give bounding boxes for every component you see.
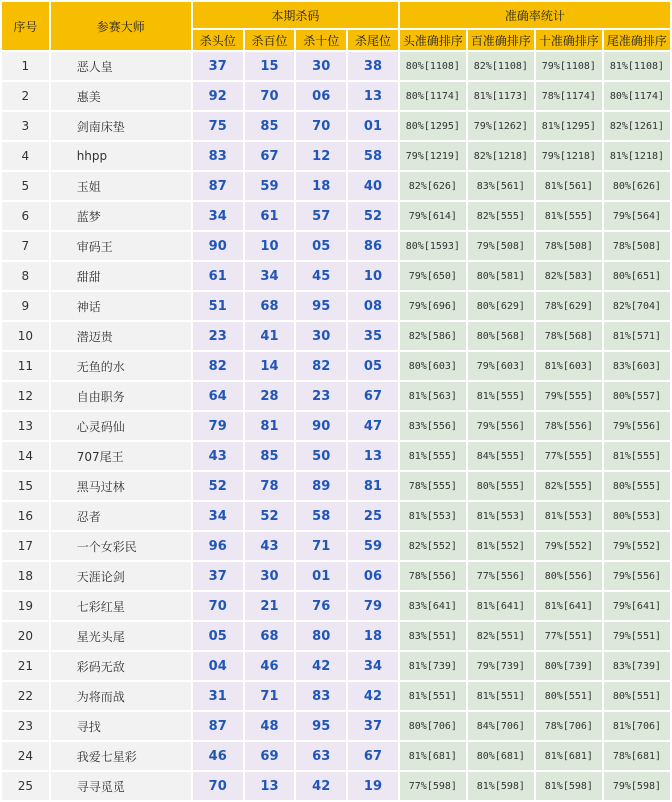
row-number: 21 — [2, 652, 49, 680]
accuracy-stat: 81%[563] — [400, 382, 466, 410]
kill-number: 58 — [296, 502, 346, 530]
kill-number: 85 — [245, 112, 295, 140]
accuracy-stat: 80%[1174] — [400, 82, 466, 110]
accuracy-stat: 82%[1261] — [604, 112, 670, 140]
kill-number: 79 — [348, 592, 398, 620]
accuracy-stat: 78%[629] — [536, 292, 602, 320]
row-number: 17 — [2, 532, 49, 560]
table-row — [2, 712, 670, 740]
kill-number: 95 — [296, 712, 346, 740]
kill-number: 51 — [193, 292, 243, 320]
kill-number: 82 — [296, 352, 346, 380]
kill-number: 59 — [245, 172, 295, 200]
accuracy-stat: 80%[1174] — [604, 82, 670, 110]
row-number: 23 — [2, 712, 49, 740]
row-number: 10 — [2, 322, 49, 350]
kill-number: 69 — [245, 742, 295, 770]
accuracy-stat: 80%[568] — [468, 322, 534, 350]
kill-number: 90 — [193, 232, 243, 260]
kill-number: 15 — [245, 52, 295, 80]
table-row — [2, 232, 670, 260]
kill-number: 38 — [348, 52, 398, 80]
row-number: 11 — [2, 352, 49, 380]
row-number: 7 — [2, 232, 49, 260]
kill-number: 64 — [193, 382, 243, 410]
table-row — [2, 682, 670, 710]
kill-number: 71 — [296, 532, 346, 560]
kill-number: 50 — [296, 442, 346, 470]
accuracy-stat: 79%[552] — [604, 532, 670, 560]
header-kill-col: 杀十位 — [296, 30, 346, 50]
kill-number: 58 — [348, 142, 398, 170]
kill-number: 04 — [193, 652, 243, 680]
kill-number: 68 — [245, 622, 295, 650]
accuracy-stat: 80%[555] — [468, 472, 534, 500]
master-name: 寻找 — [51, 712, 191, 740]
table-row — [2, 52, 670, 80]
kill-number: 68 — [245, 292, 295, 320]
kill-number: 79 — [193, 412, 243, 440]
kill-number: 30 — [296, 52, 346, 80]
kill-number: 23 — [193, 322, 243, 350]
master-name: 神话 — [51, 292, 191, 320]
master-name: 黑马过林 — [51, 472, 191, 500]
accuracy-stat: 80%[555] — [604, 472, 670, 500]
row-number: 24 — [2, 742, 49, 770]
accuracy-stat: 80%[551] — [536, 682, 602, 710]
row-number: 19 — [2, 592, 49, 620]
accuracy-stat: 81%[553] — [400, 502, 466, 530]
kill-number: 46 — [245, 652, 295, 680]
accuracy-stat: 78%[508] — [536, 232, 602, 260]
accuracy-stat: 81%[571] — [604, 322, 670, 350]
accuracy-stat: 81%[1218] — [604, 142, 670, 170]
accuracy-stat: 81%[555] — [536, 202, 602, 230]
row-number: 3 — [2, 112, 49, 140]
accuracy-stat: 79%[1219] — [400, 142, 466, 170]
accuracy-stat: 79%[556] — [468, 412, 534, 440]
table-row — [2, 772, 670, 800]
accuracy-stat: 83%[739] — [604, 652, 670, 680]
master-name: 彩码无敌 — [51, 652, 191, 680]
accuracy-stat: 80%[556] — [536, 562, 602, 590]
accuracy-stat: 77%[551] — [536, 622, 602, 650]
table-row — [2, 502, 670, 530]
accuracy-stat: 81%[641] — [468, 592, 534, 620]
row-number: 12 — [2, 382, 49, 410]
kill-number: 30 — [245, 562, 295, 590]
accuracy-stat: 81%[739] — [400, 652, 466, 680]
kill-number: 18 — [348, 622, 398, 650]
accuracy-stat: 81%[561] — [536, 172, 602, 200]
table-row — [2, 112, 670, 140]
kill-number: 59 — [348, 532, 398, 560]
kill-number: 61 — [193, 262, 243, 290]
kill-number: 67 — [348, 742, 398, 770]
kill-number: 12 — [296, 142, 346, 170]
kill-number: 13 — [348, 82, 398, 110]
kill-number: 42 — [348, 682, 398, 710]
kill-number: 81 — [348, 472, 398, 500]
header-master: 参赛大师 — [51, 2, 191, 50]
row-number: 14 — [2, 442, 49, 470]
accuracy-stat: 78%[681] — [604, 742, 670, 770]
accuracy-stat: 80%[651] — [604, 262, 670, 290]
master-name: 707尾王 — [51, 442, 191, 470]
header-kill-col: 杀头位 — [193, 30, 243, 50]
row-number: 16 — [2, 502, 49, 530]
kill-number: 52 — [193, 472, 243, 500]
kill-number: 01 — [296, 562, 346, 590]
table-row — [2, 622, 670, 650]
row-number: 25 — [2, 772, 49, 800]
accuracy-stat: 82%[1218] — [468, 142, 534, 170]
kill-number: 67 — [348, 382, 398, 410]
header-kill-group: 本期杀码 — [193, 2, 398, 28]
accuracy-stat: 83%[641] — [400, 592, 466, 620]
kill-number: 31 — [193, 682, 243, 710]
kill-number: 87 — [193, 712, 243, 740]
master-name: 惠美 — [51, 82, 191, 110]
accuracy-stat: 84%[706] — [468, 712, 534, 740]
accuracy-stat: 79%[598] — [604, 772, 670, 800]
table-row — [2, 142, 670, 170]
row-number: 8 — [2, 262, 49, 290]
accuracy-stat: 80%[603] — [400, 352, 466, 380]
accuracy-stat: 83%[556] — [400, 412, 466, 440]
kill-number: 71 — [245, 682, 295, 710]
accuracy-stat: 77%[598] — [400, 772, 466, 800]
header-acc-col: 头准确排序 — [400, 30, 466, 50]
header-acc-col: 尾准确排序 — [604, 30, 670, 50]
kill-number: 83 — [296, 682, 346, 710]
row-number: 18 — [2, 562, 49, 590]
kill-number: 48 — [245, 712, 295, 740]
kill-number: 90 — [296, 412, 346, 440]
kill-number: 37 — [193, 52, 243, 80]
accuracy-stat: 79%[1218] — [536, 142, 602, 170]
master-name: 星光头尾 — [51, 622, 191, 650]
row-number: 2 — [2, 82, 49, 110]
accuracy-stat: 78%[508] — [604, 232, 670, 260]
master-name: 潜迈贵 — [51, 322, 191, 350]
table-row — [2, 262, 670, 290]
accuracy-stat: 81%[553] — [468, 502, 534, 530]
kill-number: 67 — [245, 142, 295, 170]
kill-number: 34 — [348, 652, 398, 680]
master-name: 我爱七星彩 — [51, 742, 191, 770]
accuracy-stat: 81%[555] — [468, 382, 534, 410]
table-row — [2, 202, 670, 230]
accuracy-stat: 79%[564] — [604, 202, 670, 230]
table-row — [2, 472, 670, 500]
accuracy-stat: 81%[706] — [604, 712, 670, 740]
kill-number: 76 — [296, 592, 346, 620]
table-row — [2, 172, 670, 200]
kill-number: 75 — [193, 112, 243, 140]
kill-number: 14 — [245, 352, 295, 380]
accuracy-stat: 80%[706] — [400, 712, 466, 740]
accuracy-stat: 81%[555] — [604, 442, 670, 470]
row-number: 4 — [2, 142, 49, 170]
accuracy-stat: 80%[739] — [536, 652, 602, 680]
accuracy-stat: 79%[508] — [468, 232, 534, 260]
accuracy-stat: 80%[1295] — [400, 112, 466, 140]
row-number: 15 — [2, 472, 49, 500]
master-name: 七彩红星 — [51, 592, 191, 620]
table-row — [2, 412, 670, 440]
master-name: 忍者 — [51, 502, 191, 530]
master-name: 自由职务 — [51, 382, 191, 410]
kill-number: 82 — [193, 352, 243, 380]
kill-number: 85 — [245, 442, 295, 470]
table-row — [2, 742, 670, 770]
accuracy-stat: 81%[555] — [400, 442, 466, 470]
accuracy-stat: 81%[551] — [400, 682, 466, 710]
header-kill-col: 杀百位 — [245, 30, 295, 50]
accuracy-stat: 78%[1174] — [536, 82, 602, 110]
kill-number: 30 — [296, 322, 346, 350]
accuracy-stat: 79%[696] — [400, 292, 466, 320]
row-number: 1 — [2, 52, 49, 80]
kill-number: 28 — [245, 382, 295, 410]
header-acc-col: 十准确排序 — [536, 30, 602, 50]
table-row — [2, 352, 670, 380]
kill-number: 92 — [193, 82, 243, 110]
table-row — [2, 652, 670, 680]
accuracy-stat: 82%[555] — [468, 202, 534, 230]
master-name: 心灵码仙 — [51, 412, 191, 440]
kill-number: 57 — [296, 202, 346, 230]
accuracy-stat: 80%[1593] — [400, 232, 466, 260]
accuracy-stat: 80%[551] — [604, 682, 670, 710]
kill-number: 45 — [296, 262, 346, 290]
master-name: hhpp — [51, 142, 191, 170]
kill-number: 46 — [193, 742, 243, 770]
accuracy-stat: 82%[704] — [604, 292, 670, 320]
kill-number: 34 — [193, 502, 243, 530]
accuracy-stat: 80%[1108] — [400, 52, 466, 80]
master-name: 剑南床垫 — [51, 112, 191, 140]
accuracy-stat: 81%[553] — [536, 502, 602, 530]
kill-number: 01 — [348, 112, 398, 140]
accuracy-stat: 83%[603] — [604, 352, 670, 380]
kill-number: 96 — [193, 532, 243, 560]
table-row — [2, 322, 670, 350]
accuracy-stat: 80%[581] — [468, 262, 534, 290]
accuracy-stat: 78%[568] — [536, 322, 602, 350]
accuracy-stat: 83%[561] — [468, 172, 534, 200]
accuracy-stat: 80%[681] — [468, 742, 534, 770]
accuracy-stat: 81%[1173] — [468, 82, 534, 110]
accuracy-stat: 81%[552] — [468, 532, 534, 560]
kill-number: 35 — [348, 322, 398, 350]
accuracy-stat: 79%[1262] — [468, 112, 534, 140]
kill-number: 37 — [193, 562, 243, 590]
kill-number: 05 — [193, 622, 243, 650]
master-name: 为将而战 — [51, 682, 191, 710]
kill-number: 06 — [296, 82, 346, 110]
accuracy-stat: 81%[641] — [536, 592, 602, 620]
kill-number: 83 — [193, 142, 243, 170]
accuracy-stat: 82%[583] — [536, 262, 602, 290]
master-name: 审码王 — [51, 232, 191, 260]
kill-number: 42 — [296, 652, 346, 680]
kill-number: 81 — [245, 412, 295, 440]
kill-number: 25 — [348, 502, 398, 530]
kill-number: 43 — [193, 442, 243, 470]
accuracy-stat: 80%[629] — [468, 292, 534, 320]
header-no: 序号 — [2, 2, 49, 50]
accuracy-stat: 82%[1108] — [468, 52, 534, 80]
accuracy-stat: 77%[556] — [468, 562, 534, 590]
kill-number: 13 — [245, 772, 295, 800]
table-row — [2, 562, 670, 590]
accuracy-stat: 81%[598] — [536, 772, 602, 800]
row-number: 5 — [2, 172, 49, 200]
accuracy-stat: 81%[603] — [536, 352, 602, 380]
accuracy-stat: 82%[551] — [468, 622, 534, 650]
accuracy-stat: 81%[598] — [468, 772, 534, 800]
kill-number: 06 — [348, 562, 398, 590]
accuracy-stat: 79%[641] — [604, 592, 670, 620]
kill-number: 70 — [296, 112, 346, 140]
kill-number: 41 — [245, 322, 295, 350]
accuracy-stat: 81%[1295] — [536, 112, 602, 140]
master-name: 蓝梦 — [51, 202, 191, 230]
accuracy-stat: 79%[603] — [468, 352, 534, 380]
accuracy-stat: 81%[681] — [400, 742, 466, 770]
kill-number: 70 — [193, 592, 243, 620]
row-number: 13 — [2, 412, 49, 440]
kill-number: 52 — [348, 202, 398, 230]
kill-number: 43 — [245, 532, 295, 560]
accuracy-stat: 78%[556] — [536, 412, 602, 440]
kill-number: 42 — [296, 772, 346, 800]
row-number: 20 — [2, 622, 49, 650]
accuracy-stat: 78%[706] — [536, 712, 602, 740]
kill-number: 05 — [296, 232, 346, 260]
master-name: 寻寻觅觅 — [51, 772, 191, 800]
kill-number: 10 — [348, 262, 398, 290]
kill-number: 34 — [193, 202, 243, 230]
master-name: 玉姐 — [51, 172, 191, 200]
row-number: 6 — [2, 202, 49, 230]
kill-number: 63 — [296, 742, 346, 770]
kill-number: 23 — [296, 382, 346, 410]
table-row — [2, 592, 670, 620]
kill-number: 19 — [348, 772, 398, 800]
accuracy-stat: 82%[552] — [400, 532, 466, 560]
master-name: 一个女彩民 — [51, 532, 191, 560]
accuracy-stat: 79%[650] — [400, 262, 466, 290]
accuracy-stat: 78%[556] — [400, 562, 466, 590]
accuracy-stat: 79%[614] — [400, 202, 466, 230]
kill-number: 86 — [348, 232, 398, 260]
accuracy-stat: 79%[552] — [536, 532, 602, 560]
row-number: 22 — [2, 682, 49, 710]
kill-number: 13 — [348, 442, 398, 470]
kill-number: 47 — [348, 412, 398, 440]
kill-number: 89 — [296, 472, 346, 500]
header-kill-col: 杀尾位 — [348, 30, 398, 50]
kill-number: 80 — [296, 622, 346, 650]
kill-number: 52 — [245, 502, 295, 530]
table-row — [2, 532, 670, 560]
accuracy-stat: 79%[555] — [536, 382, 602, 410]
kill-number: 18 — [296, 172, 346, 200]
accuracy-stat: 81%[681] — [536, 742, 602, 770]
table-row — [2, 382, 670, 410]
accuracy-stat: 83%[551] — [400, 622, 466, 650]
kill-number: 87 — [193, 172, 243, 200]
accuracy-stat: 81%[1108] — [604, 52, 670, 80]
table-row — [2, 442, 670, 470]
row-number: 9 — [2, 292, 49, 320]
accuracy-stat: 82%[555] — [536, 472, 602, 500]
kill-number: 21 — [245, 592, 295, 620]
kill-number: 78 — [245, 472, 295, 500]
kill-number: 05 — [348, 352, 398, 380]
accuracy-stat: 78%[555] — [400, 472, 466, 500]
accuracy-stat: 82%[626] — [400, 172, 466, 200]
accuracy-stat: 79%[556] — [604, 562, 670, 590]
accuracy-stat: 79%[556] — [604, 412, 670, 440]
kill-number: 40 — [348, 172, 398, 200]
accuracy-stat: 80%[557] — [604, 382, 670, 410]
accuracy-stat: 77%[555] — [536, 442, 602, 470]
accuracy-stat: 81%[551] — [468, 682, 534, 710]
kill-number: 34 — [245, 262, 295, 290]
header-acc-group: 准确率统计 — [400, 2, 670, 28]
table-row — [2, 82, 670, 110]
master-name: 恶人皇 — [51, 52, 191, 80]
kill-number: 95 — [296, 292, 346, 320]
kill-number: 08 — [348, 292, 398, 320]
kill-number: 70 — [245, 82, 295, 110]
accuracy-stat: 79%[551] — [604, 622, 670, 650]
master-name: 甜甜 — [51, 262, 191, 290]
kill-number: 70 — [193, 772, 243, 800]
header-acc-col: 百准确排序 — [468, 30, 534, 50]
accuracy-stat: 79%[1108] — [536, 52, 602, 80]
accuracy-stat: 80%[626] — [604, 172, 670, 200]
accuracy-stat: 79%[739] — [468, 652, 534, 680]
kill-number: 10 — [245, 232, 295, 260]
master-name: 天涯论剑 — [51, 562, 191, 590]
kill-number: 61 — [245, 202, 295, 230]
master-name: 无鱼的水 — [51, 352, 191, 380]
kill-number: 37 — [348, 712, 398, 740]
accuracy-stat: 82%[586] — [400, 322, 466, 350]
accuracy-stat: 80%[553] — [604, 502, 670, 530]
accuracy-stat: 84%[555] — [468, 442, 534, 470]
table-row — [2, 292, 670, 320]
